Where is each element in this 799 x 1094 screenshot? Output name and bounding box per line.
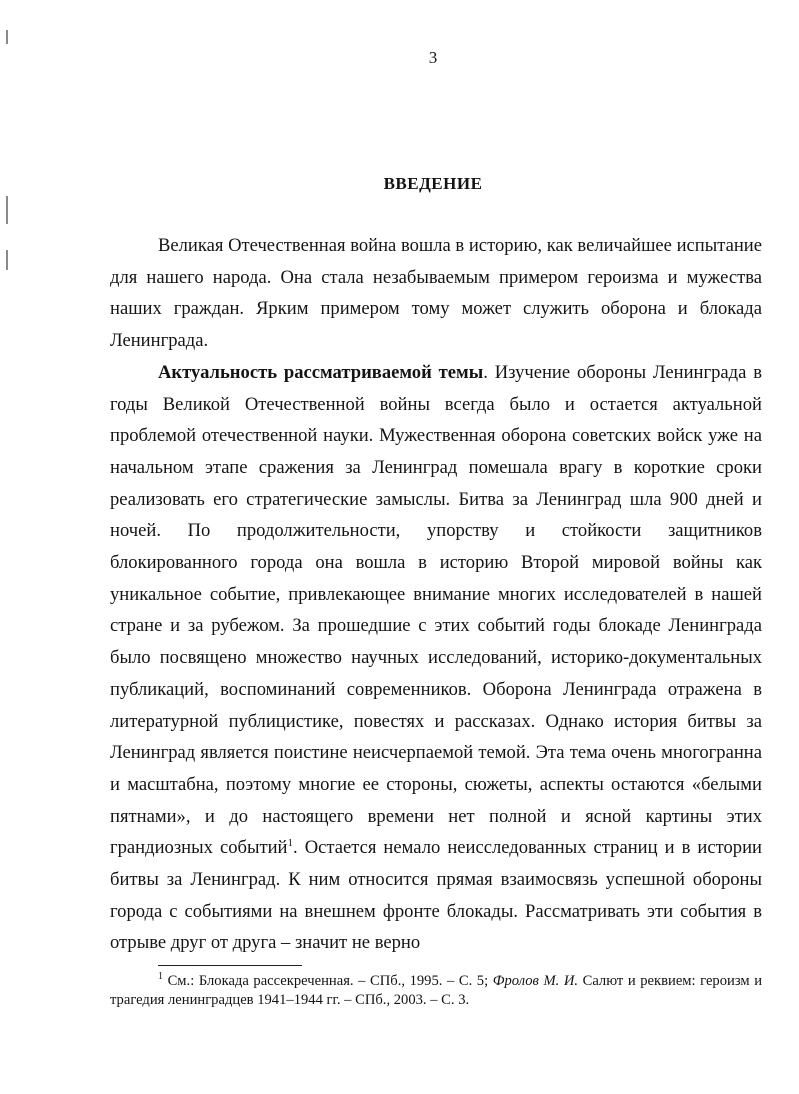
footnote-divider	[158, 965, 302, 966]
paragraph-intro: Великая Отечественная война вошла в историю, как величайшее испытание для нашего народа. Она стала незабываемым примером героизма и мужества наших граждан. Ярким примером тому может служить оборона и блокада Ленинграда.	[110, 235, 762, 352]
paragraph-text-continued: . Остается немало неисследованных страниц и в истории битвы за Ленинград. К ним относится прямая взаимосвязь успешной обороны города с событиями на внешнем фронте блокады. Рассматривать эти события в отрыве друг от друга – значит не верно	[110, 837, 762, 954]
footnote-number: 1	[158, 971, 163, 983]
scan-artifact	[6, 250, 8, 270]
footnote	[110, 972, 762, 1010]
page-number: 3	[428, 48, 438, 67]
footnote-reference[interactable]: 1	[287, 837, 293, 850]
footnote-source-continued: Салют и реквием: героизм и трагедия ленинградцев 1941–1944 гг. – СПб., 2003. – С. 3.	[110, 973, 763, 1008]
footnote-source: См.: Блокада рассекреченная. – СПб., 1995. – С. 5;	[163, 973, 493, 989]
scan-artifact	[6, 196, 8, 224]
scan-artifact	[6, 30, 8, 44]
paragraph-relevance	[110, 357, 762, 959]
paragraph-lead-bold: Актуальность рассматриваемой темы	[158, 361, 484, 383]
footnote-author: Фролов М. И.	[492, 973, 579, 989]
body-text	[110, 230, 762, 959]
section-heading: ВВЕДЕНИЕ	[383, 174, 483, 193]
footnote-text	[110, 972, 762, 1010]
paragraph-text: . Изучение обороны Ленинграда в годы Великой Отечественной войны всегда было и остается актуальной проблемой отечественной науки. Мужественная оборона советских войск уже на начальном этапе сражения за Ленинград помешала врагу в короткие сроки реализовать его стратегические замыслы. Битва за Ленинград шла 900 дней и ночей. По продолжительности, упорству и стойкости защитников блокированного города она вошла в историю Второй мировой войны как уникальное событие, привлекающее внимание многих исследователей в нашей стране и за рубежом. За прошедшие с этих событий годы блокаде Ленинграда было посвящено множество научных исследований, историко-документальных публикаций, воспоминаний современников. Оборона Ленинграда отражена в литературной публицистике, повестях и рассказах. Однако история битвы за Ленинград является поистине неисчерпаемой темой. Эта тема очень многогранна и масштабна, поэтому многие ее стороны, сюжеты, аспекты остаются «белыми пятнами», и до настоящего времени нет полной и ясной картины этих грандиозных событий	[110, 361, 762, 859]
